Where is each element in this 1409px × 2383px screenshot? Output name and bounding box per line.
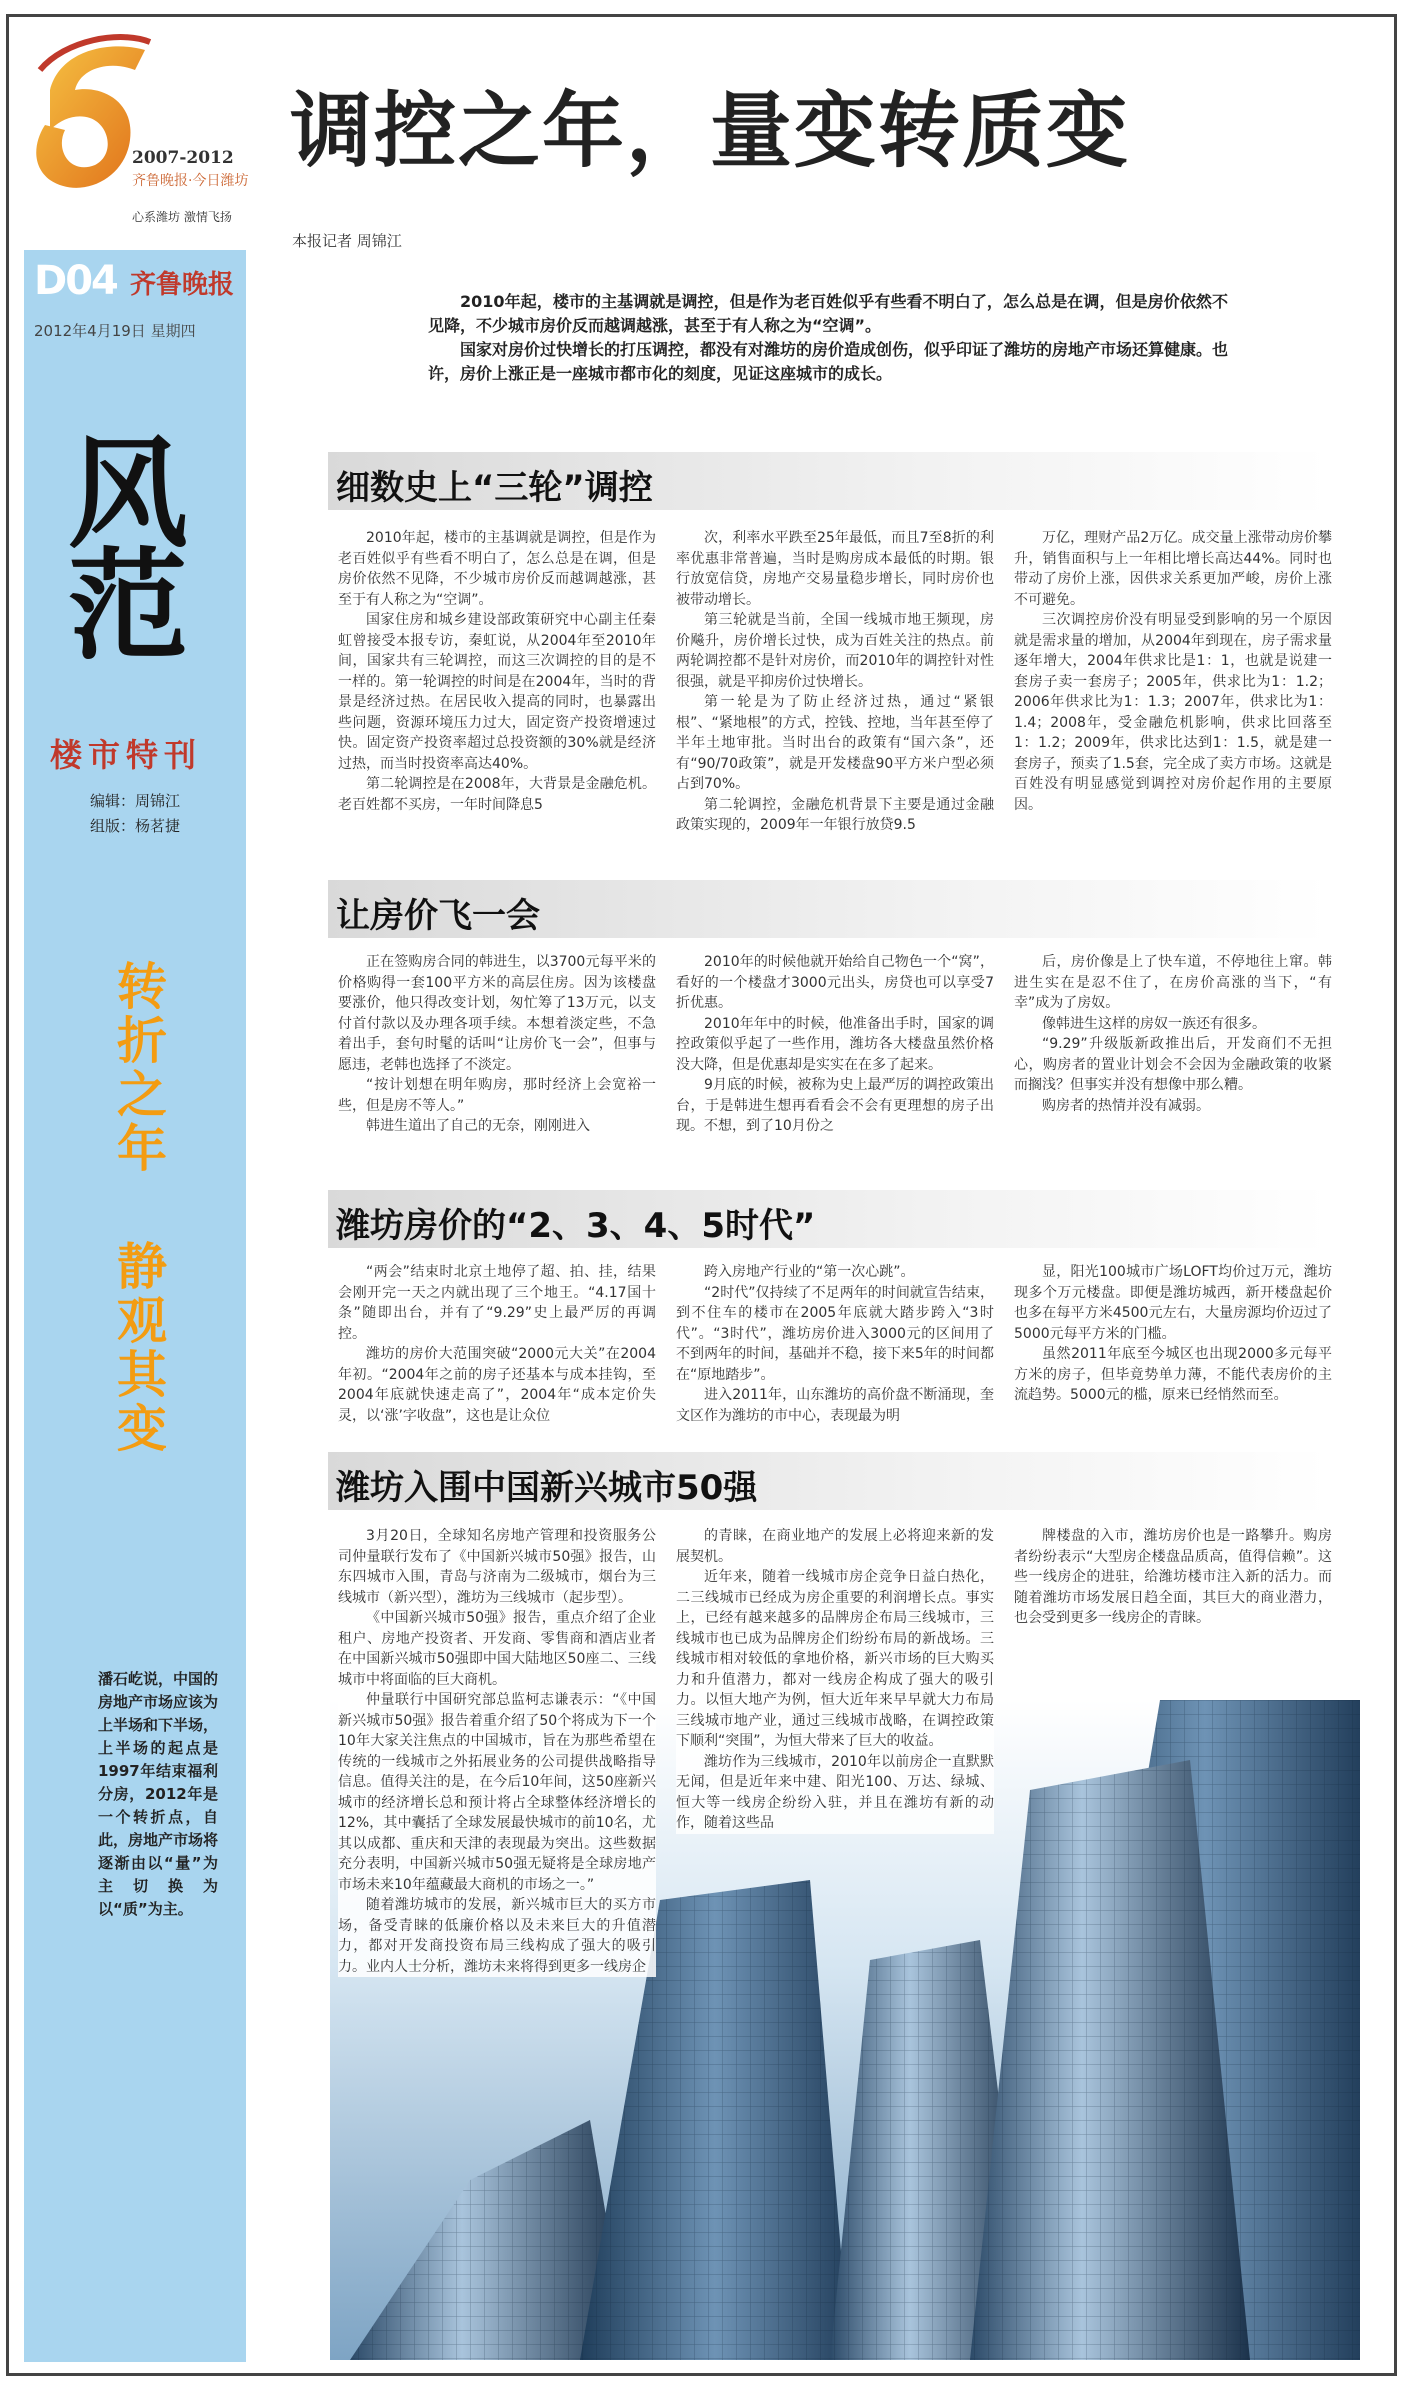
paragraph: 《中国新兴城市50强》报告，重点介绍了企业租户、房地产投资者、开发商、零售商和酒店业者在中国新兴城市50强即中国大陆地区50座二、三线城市中将面临的巨大商机。 [338, 1610, 656, 1688]
section-column [338, 952, 656, 1137]
paragraph: 随着潍坊城市的发展，新兴城市巨大的买方市场，备受青睐的低廉价格以及未来巨大的升值潜力，都对开发商投资布局三线构成了强大的吸引力。业内人士分析，潍坊未来将得到更多一线房企 [338, 1897, 656, 1975]
paragraph: 第三轮就是当前，全国一线城市地王频现，房价飚升，房价增长过快，成为百姓关注的热点。前两轮调控都不是针对房价，而2010年的调控针对性很强，就是平抑房价过快增长。 [676, 612, 994, 690]
paragraph: 第二轮调控是在2008年，大背景是金融危机。老百姓都不买房，一年时间降息5 [338, 776, 656, 813]
paper-name: 齐鲁晚报 [130, 270, 235, 300]
paragraph: 国家住房和城乡建设部政策研究中心副主任秦虹曾接受本报专访，秦虹说，从2004年至2010年间，国家共有三轮调控，而这三次调控的目的是不一样的。第一轮调控的时间是在2004年，当时的背景是经济过热。在居民收入提高的同时，也暴露出些问题，资源环境压力过大，固定资产投资增速过快。固定资产投资率超过总投资额的30%就是经济过热，而当时投资率高达40%。 [338, 612, 656, 772]
paragraph: 后，房价像是上了快车道，不停地往上窜。韩进生实在是忍不住了，在房价高涨的当下，“有幸”成为了房奴。 [1014, 954, 1332, 1011]
paragraph: “9.29”升级版新政推出后，开发商们不无担心，购房者的置业计划会不会因为金融政策的收紧而搁浅？但事实并没有想像中那么糟。 [1014, 1036, 1332, 1093]
paragraph: “按计划想在明年购房，那时经济上会宽裕一些，但是房不等人。” [338, 1077, 656, 1114]
section-column [338, 528, 656, 815]
paragraph: “两会”结束时北京土地停了超、拍、挂，结果会刚开完一天之内就出现了三个地王。“4.17国十条”随即出台，并有了“9.29”史上最严厉的再调控。 [338, 1264, 656, 1342]
section-column [676, 1526, 994, 1834]
section-column [338, 1526, 656, 1977]
page-headline: 调控之年，量变转质变 [290, 83, 1131, 179]
layout-credit: 组版：杨茗捷 [90, 817, 181, 835]
logo-tagline: 齐鲁晚报·今日潍坊 [132, 173, 249, 189]
paragraph: 虽然2011年底至今城区也出现2000多元每平方米的房子，但毕竟势单力薄，不能代表房价的主流趋势。5000元的槛，原来已经悄然而至。 [1014, 1346, 1332, 1403]
paragraph: 显，阳光100城市广场LOFT均价过万元，潍坊现多个万元楼盘。即便是潍坊城西，新开楼盘起价也多在每平方米4500元左右，大量房源均价迈过了5000元每平方米的门槛。 [1014, 1264, 1332, 1342]
section-heading [328, 452, 1328, 510]
article-lead [428, 290, 1228, 386]
paragraph: 2010年年中的时候，他准备出手时，国家的调控政策似乎起了一些作用，潍坊各大楼盘虽然价格没大降，但是优惠却是实实在在多了起来。 [676, 1015, 994, 1073]
section-heading [328, 880, 1328, 938]
section-column [338, 1262, 656, 1426]
section-heading [328, 1452, 1328, 1510]
section-column [1014, 528, 1332, 815]
section-column [1014, 1262, 1332, 1406]
paragraph: 潍坊的房价大范围突破“2000元大关”在2004年初。“2004年之前的房子还基本与成本挂钩，至2004年底就快速走高了”，2004年“成本定价失灵，以‘涨’字收盘”，这也是让众位 [338, 1346, 656, 1424]
paragraph: 近年来，随着一线城市房企竞争日益白热化，二三线城市已经成为房企重要的利润增长点。事实上，已经有越来越多的品牌房企布局三线城市，三线城市也已成为品牌房企们纷纷布局的新战场。三线城市相对较低的拿地价格，新兴市场的巨大购买力和升值潜力，都对一线房企构成了强大的吸引力。以恒大地产为例，恒大近年来早早就大力布局三线城市地产业，通过三线城市战略，在调控政策下顺利“突围”，为恒大带来了巨大的收益。 [676, 1569, 994, 1749]
paragraph: 像韩进生这样的房奴一族还有很多。 [1042, 1015, 1266, 1032]
editor-credit: 编辑：周锦江 [90, 792, 181, 810]
section-heading-text: 潍坊入围中国新兴城市50强 [336, 1468, 758, 1508]
paragraph: “2时代”仅持续了不足两年的时间就宣告结束，到不住车的楼市在2005年底就大踏步跨入“3时代”。“3时代”，潍坊房价进入3000元的区间用了不到两年的时间，基础并不稳，接下来5年的时间都在“原地踏步”。 [676, 1284, 994, 1383]
paragraph: 次，利率水平跌至25年最低，而且7至8折的利率优惠非常普遍，当时是购房成本最低的时期。银行放宽信贷，房地产交易量稳步增长，同时房价也被带动增长。 [676, 530, 994, 608]
paragraph: 万亿，理财产品2万亿。成交量上涨带动房价攀升，销售面积与上一年相比增长高达44%。同时也带动了房价上涨，因供求关系更加严峻，房价上涨不可避免。 [1014, 530, 1332, 608]
byline: 本报记者 周锦江 [292, 232, 402, 250]
paragraph: 正在签购房合同的韩进生，以3700元每平米的价格购得一套100平方米的高层住房。因为该楼盘要涨价，他只得改变计划，匆忙筹了13万元，以支付首付款以及办理各项手续。本想着淡定些，不急着出手，套句时髦的话叫“让房价飞一会”，但事与愿违，老韩也选择了不淡定。 [338, 954, 656, 1073]
paragraph: 跨入房地产行业的“第一次心跳”。 [704, 1264, 915, 1280]
paragraph: 购房者的热情并没有减弱。 [1042, 1097, 1210, 1114]
section-column [676, 1262, 994, 1426]
logo-years: 2007-2012 [132, 148, 234, 168]
paragraph: 潍坊作为三线城市，2010年以前房企一直默默无闻，但是近年来中建、阳光100、万达、绿城、恒大等一线房企纷纷入驻，并且在潍坊有新的动作，随着这些品 [676, 1753, 994, 1831]
sidebar-quote: 潘石屹说，中国的房地产市场应该为上半场和下半场，上半场的起点是1997年结束福利分房，2012年是一个转折点，自此，房地产市场将逐渐由以“量”为主切换为以“质”为主。 [98, 1670, 219, 1918]
paragraph: 9月底的时候，被称为史上最严厉的调控政策出台，于是韩进生想再看看会不会有更理想的房子出现。不想，到了10月份之 [676, 1077, 994, 1134]
section-column [1014, 952, 1332, 1116]
slogan-wait-and-see: 静观其变 [109, 1240, 167, 1456]
section-heading-text: 潍坊房价的“2、3、4、5时代” [336, 1206, 816, 1246]
issue-date: 2012年4月19日 星期四 [34, 322, 196, 340]
page-code: D04 [34, 258, 117, 304]
paragraph: 2010年的时候他就开始给自己物色一个“窝”，看好的一个楼盘才3000元出头，房贷也可以享受7折优惠。 [676, 954, 994, 1011]
section-column [1014, 1526, 1332, 1629]
paragraph: 牌楼盘的入市，潍坊房价也是一路攀升。购房者纷纷表示“大型房企楼盘品质高，值得信赖”。这些一线房企的进驻，给潍坊楼市注入新的活力。而随着潍坊市场发展日趋全面，其巨大的商业潜力，也会受到更多一线房企的青睐。 [1014, 1528, 1332, 1626]
paragraph: 第一轮是为了防止经济过热，通过“紧银根”、“紧地根”的方式，控钱、控地，当年甚至停了半年土地审批。当时出台的政策有“国六条”，还有“90/70政策”，就是开发楼盘90平方米户型必须占到70%。 [676, 694, 994, 792]
paragraph: 3月20日，全球知名房地产管理和投资服务公司仲量联行发布了《中国新兴城市50强》报告，山东四城市入围，青岛与济南为二级城市，烟台为三线城市（新兴型），潍坊为三线城市（起步型）。 [338, 1528, 656, 1606]
logo-slogan: 心系潍坊 激情飞扬 [132, 210, 232, 224]
paragraph: 三次调控房价没有明显受到影响的另一个原因就是需求量的增加，从2004年到现在，房子需求量逐年增大，2004年供求比是1：1，也就是说建一套房子卖一套房子；2005年，供求比为1：1.2；2006年供求比为1：1.3；2007年，供求比为1：1.4；2008年，受金融危机影响，供求比回落至1：1.2；2009年，供求比达到1：1.5，就是建一套房子，预卖了1.5套，完全成了卖方市场。这就是百姓没有明显感觉到调控对房价起作用的主要原因。 [1014, 612, 1332, 813]
slogan-turning-point: 转折之年 [109, 960, 167, 1176]
section-column [676, 528, 994, 836]
paragraph: 第二轮调控，金融危机背景下主要是通过金融政策实现的，2009年一年银行放贷9.5 [676, 796, 994, 833]
section-title: 楼市特刊 [50, 736, 203, 774]
section-heading [328, 1190, 1328, 1248]
paragraph: 进入2011年，山东潍坊的高价盘不断涌现，奎文区作为潍坊的市中心，表现最为明 [676, 1387, 994, 1424]
section-heading-text: 让房价飞一会 [336, 896, 540, 936]
paragraph: 的青睐，在商业地产的发展上必将迎来新的发展契机。 [676, 1528, 994, 1565]
lead-paragraph: 2010年起，楼市的主基调就是调控，但是作为老百姓似乎有些看不明白了，怎么总是在调，但是房价依然不见降，不少城市房价反而越调越涨，甚至于有人称之为“空调”。 [428, 292, 1228, 335]
paragraph: 2010年起，楼市的主基调就是调控，但是作为老百姓似乎有些看不明白了，怎么总是在调，但是房价依然不见降，不少城市房价反而越调越涨，甚至于有人称之为“空调”。 [338, 530, 656, 608]
section-heading-text: 细数史上“三轮”调控 [336, 468, 653, 508]
section-column [676, 952, 994, 1137]
paragraph: 仲量联行中国研究部总监柯志谦表示：“《中国新兴城市50强》报告着重介绍了50个将成为下一个10年大家关注焦点的中国城市，旨在为那些希望在传统的一线城市之外拓展业务的公司提供战略指导信息。值得关注的是，在今后10年间，这50座新兴城市的经济增长总和预计将占全球整体经济增长的12%，其中囊括了全球发展最快城市的前10名，尤其以成都、重庆和天津的表现最为突出。这些数据充分表明，中国新兴城市50强无疑将是全球房地产市场未来10年蕴藏最大商机的市场之一。” [338, 1692, 656, 1893]
column-title: 风范 [48, 430, 189, 654]
lead-paragraph: 国家对房价过快增长的打压调控，都没有对潍坊的房价造成创伤，似乎印证了潍坊的房地产市场还算健康。也许，房价上涨正是一座城市都市化的刻度，见证这座城市的成长。 [428, 340, 1229, 383]
paragraph: 韩进生道出了自己的无奈，刚刚进入 [366, 1118, 590, 1134]
